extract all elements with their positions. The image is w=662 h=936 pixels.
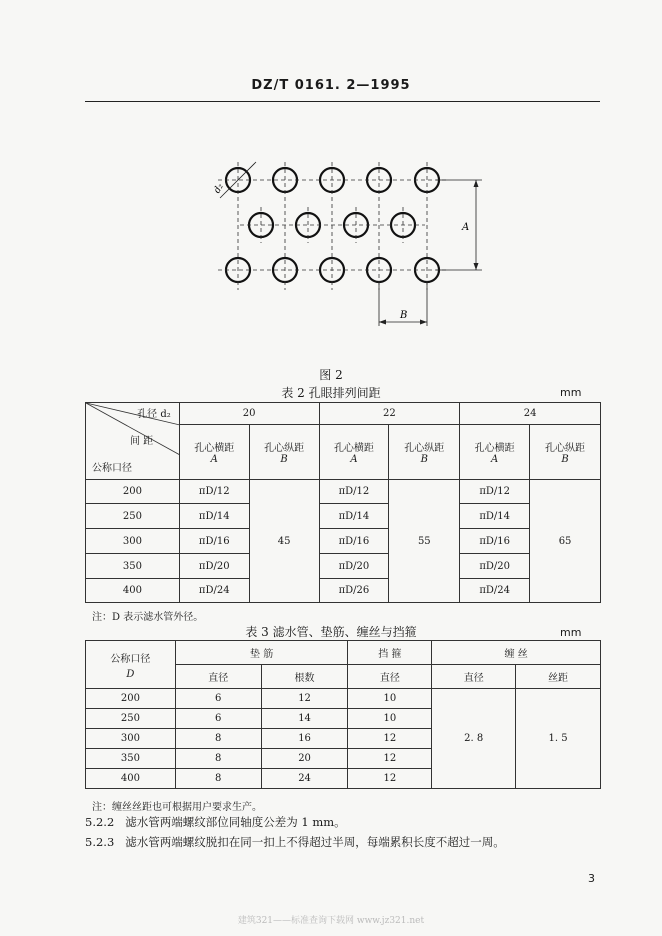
- A-label: A: [462, 222, 470, 233]
- nominal-header: 公称口径 D: [86, 641, 176, 689]
- spacing-A-cell: πD/12: [460, 480, 530, 504]
- arrowhead: [474, 180, 479, 187]
- arrowhead: [379, 320, 386, 325]
- table2-caption: 表 2 孔眼排列间距: [281, 386, 381, 400]
- nominal-cell: 250: [86, 709, 176, 729]
- standard-number: DZ/T 0161. 2—1995: [251, 78, 411, 93]
- spacing-A-cell: πD/20: [319, 554, 389, 579]
- filter-pipe-table: [85, 640, 601, 789]
- spacing-A-cell: πD/14: [460, 504, 530, 529]
- wire-pitch-header: 丝距: [516, 665, 601, 689]
- table2-note: 注：D 表示滤水管外径。: [92, 612, 204, 623]
- wire-dia-cell: 2. 8: [432, 689, 516, 789]
- diag-label-hole: 孔径 d₂: [137, 409, 171, 420]
- diag-label-spacing: 间 距: [130, 436, 154, 447]
- wire-pitch-cell: 1. 5: [516, 689, 601, 789]
- hole-arrangement-figure: [200, 150, 500, 340]
- table-row: [86, 554, 601, 579]
- arrowhead: [474, 263, 479, 270]
- page-number: 3: [588, 872, 595, 885]
- B-label: B: [400, 310, 408, 321]
- diameter-header: 22: [319, 403, 460, 425]
- table3-unit: mm: [560, 626, 582, 639]
- rib-count-cell: 20: [261, 749, 348, 769]
- col-header-A: 孔心横距 A: [460, 425, 530, 480]
- watermark: 建筑321——标准查询下载网 www.jz321.net: [237, 916, 425, 926]
- spacing-A-cell: πD/14: [319, 504, 389, 529]
- clause-5-2-2: [85, 814, 346, 830]
- rib-dia-cell: 8: [175, 729, 261, 749]
- col-header-B: 孔心纵距 B: [249, 425, 319, 480]
- nominal-cell: 350: [86, 749, 176, 769]
- table3-note: 注：缠丝丝距也可根据用户要求生产。: [92, 802, 262, 813]
- rib-count-cell: 12: [261, 689, 348, 709]
- spacing-A-cell: πD/16: [319, 529, 389, 554]
- hoop-dia-cell: 12: [348, 769, 432, 789]
- rib-dia-cell: 6: [175, 689, 261, 709]
- clause-text: 滤水管两端螺纹部位同轴度公差为 1 mm。: [125, 815, 346, 829]
- nominal-cell: 400: [86, 769, 176, 789]
- table2-unit: mm: [560, 386, 582, 399]
- hoop-dia-header: 直径: [348, 665, 432, 689]
- spacing-B-cell: 45: [249, 480, 319, 603]
- rib-count-cell: 16: [261, 729, 348, 749]
- table-row: [86, 504, 601, 529]
- arrowhead: [420, 320, 427, 325]
- table-row: [86, 529, 601, 554]
- rib-dia-cell: 6: [175, 709, 261, 729]
- rib-dia-cell: 8: [175, 749, 261, 769]
- rib-count-cell: 24: [261, 769, 348, 789]
- spacing-A-cell: πD/14: [179, 504, 249, 529]
- wire-dia-header: 直径: [432, 665, 516, 689]
- nominal-cell: 350: [86, 554, 180, 579]
- nominal-cell: 200: [86, 480, 180, 504]
- diameter-header: 24: [460, 403, 601, 425]
- hoop-dia-cell: 12: [348, 749, 432, 769]
- clause-text: 滤水管两端螺纹脱扣在同一扣上不得超过半周，每端累积长度不超过一周。: [125, 835, 505, 849]
- hoop-dia-cell: 10: [348, 709, 432, 729]
- spacing-A-cell: πD/12: [319, 480, 389, 504]
- spacing-A-cell: πD/24: [460, 579, 530, 603]
- rib-header: 垫 筋: [175, 641, 348, 665]
- hoop-dia-cell: 12: [348, 729, 432, 749]
- nominal-cell: 300: [86, 729, 176, 749]
- col-header-B: 孔心纵距 B: [389, 425, 460, 480]
- table2-diagonal-header: [86, 403, 180, 480]
- rib-count-cell: 14: [261, 709, 348, 729]
- spacing-A-cell: πD/20: [460, 554, 530, 579]
- table-row: [86, 579, 601, 603]
- table3-caption: 表 3 滤水管、垫筋、缠丝与挡箍: [245, 625, 417, 639]
- col-header-B: 孔心纵距 B: [530, 425, 601, 480]
- col-header-A: 孔心横距 A: [179, 425, 249, 480]
- table-row: [86, 480, 601, 504]
- header-rule: [85, 101, 600, 102]
- diag-label-nominal: 公称口径: [92, 463, 132, 474]
- nominal-cell: 300: [86, 529, 180, 554]
- hoop-dia-cell: 10: [348, 689, 432, 709]
- clause-number: 5.2.2: [85, 815, 115, 829]
- nominal-cell: 400: [86, 579, 180, 603]
- clause-5-2-3: [85, 834, 505, 850]
- spacing-A-cell: πD/16: [179, 529, 249, 554]
- rib-count-header: 根数: [261, 665, 348, 689]
- nominal-cell: 250: [86, 504, 180, 529]
- spacing-A-cell: πD/20: [179, 554, 249, 579]
- hoop-header: 挡 箍: [348, 641, 432, 665]
- clause-number: 5.2.3: [85, 835, 115, 849]
- spacing-A-cell: πD/12: [179, 480, 249, 504]
- spacing-B-cell: 55: [389, 480, 460, 603]
- hole-spacing-table: [85, 402, 601, 603]
- d2-label: d₂: [212, 182, 226, 196]
- rib-dia-cell: 8: [175, 769, 261, 789]
- nominal-cell: 200: [86, 689, 176, 709]
- wire-header: 缠 丝: [432, 641, 601, 665]
- table-row: [86, 689, 601, 709]
- col-header-A: 孔心横距 A: [319, 425, 389, 480]
- spacing-A-cell: πD/26: [319, 579, 389, 603]
- figure-caption: 图 2: [319, 368, 343, 382]
- rib-dia-header: 直径: [175, 665, 261, 689]
- spacing-A-cell: πD/16: [460, 529, 530, 554]
- spacing-B-cell: 65: [530, 480, 601, 603]
- spacing-A-cell: πD/24: [179, 579, 249, 603]
- diameter-header: 20: [179, 403, 319, 425]
